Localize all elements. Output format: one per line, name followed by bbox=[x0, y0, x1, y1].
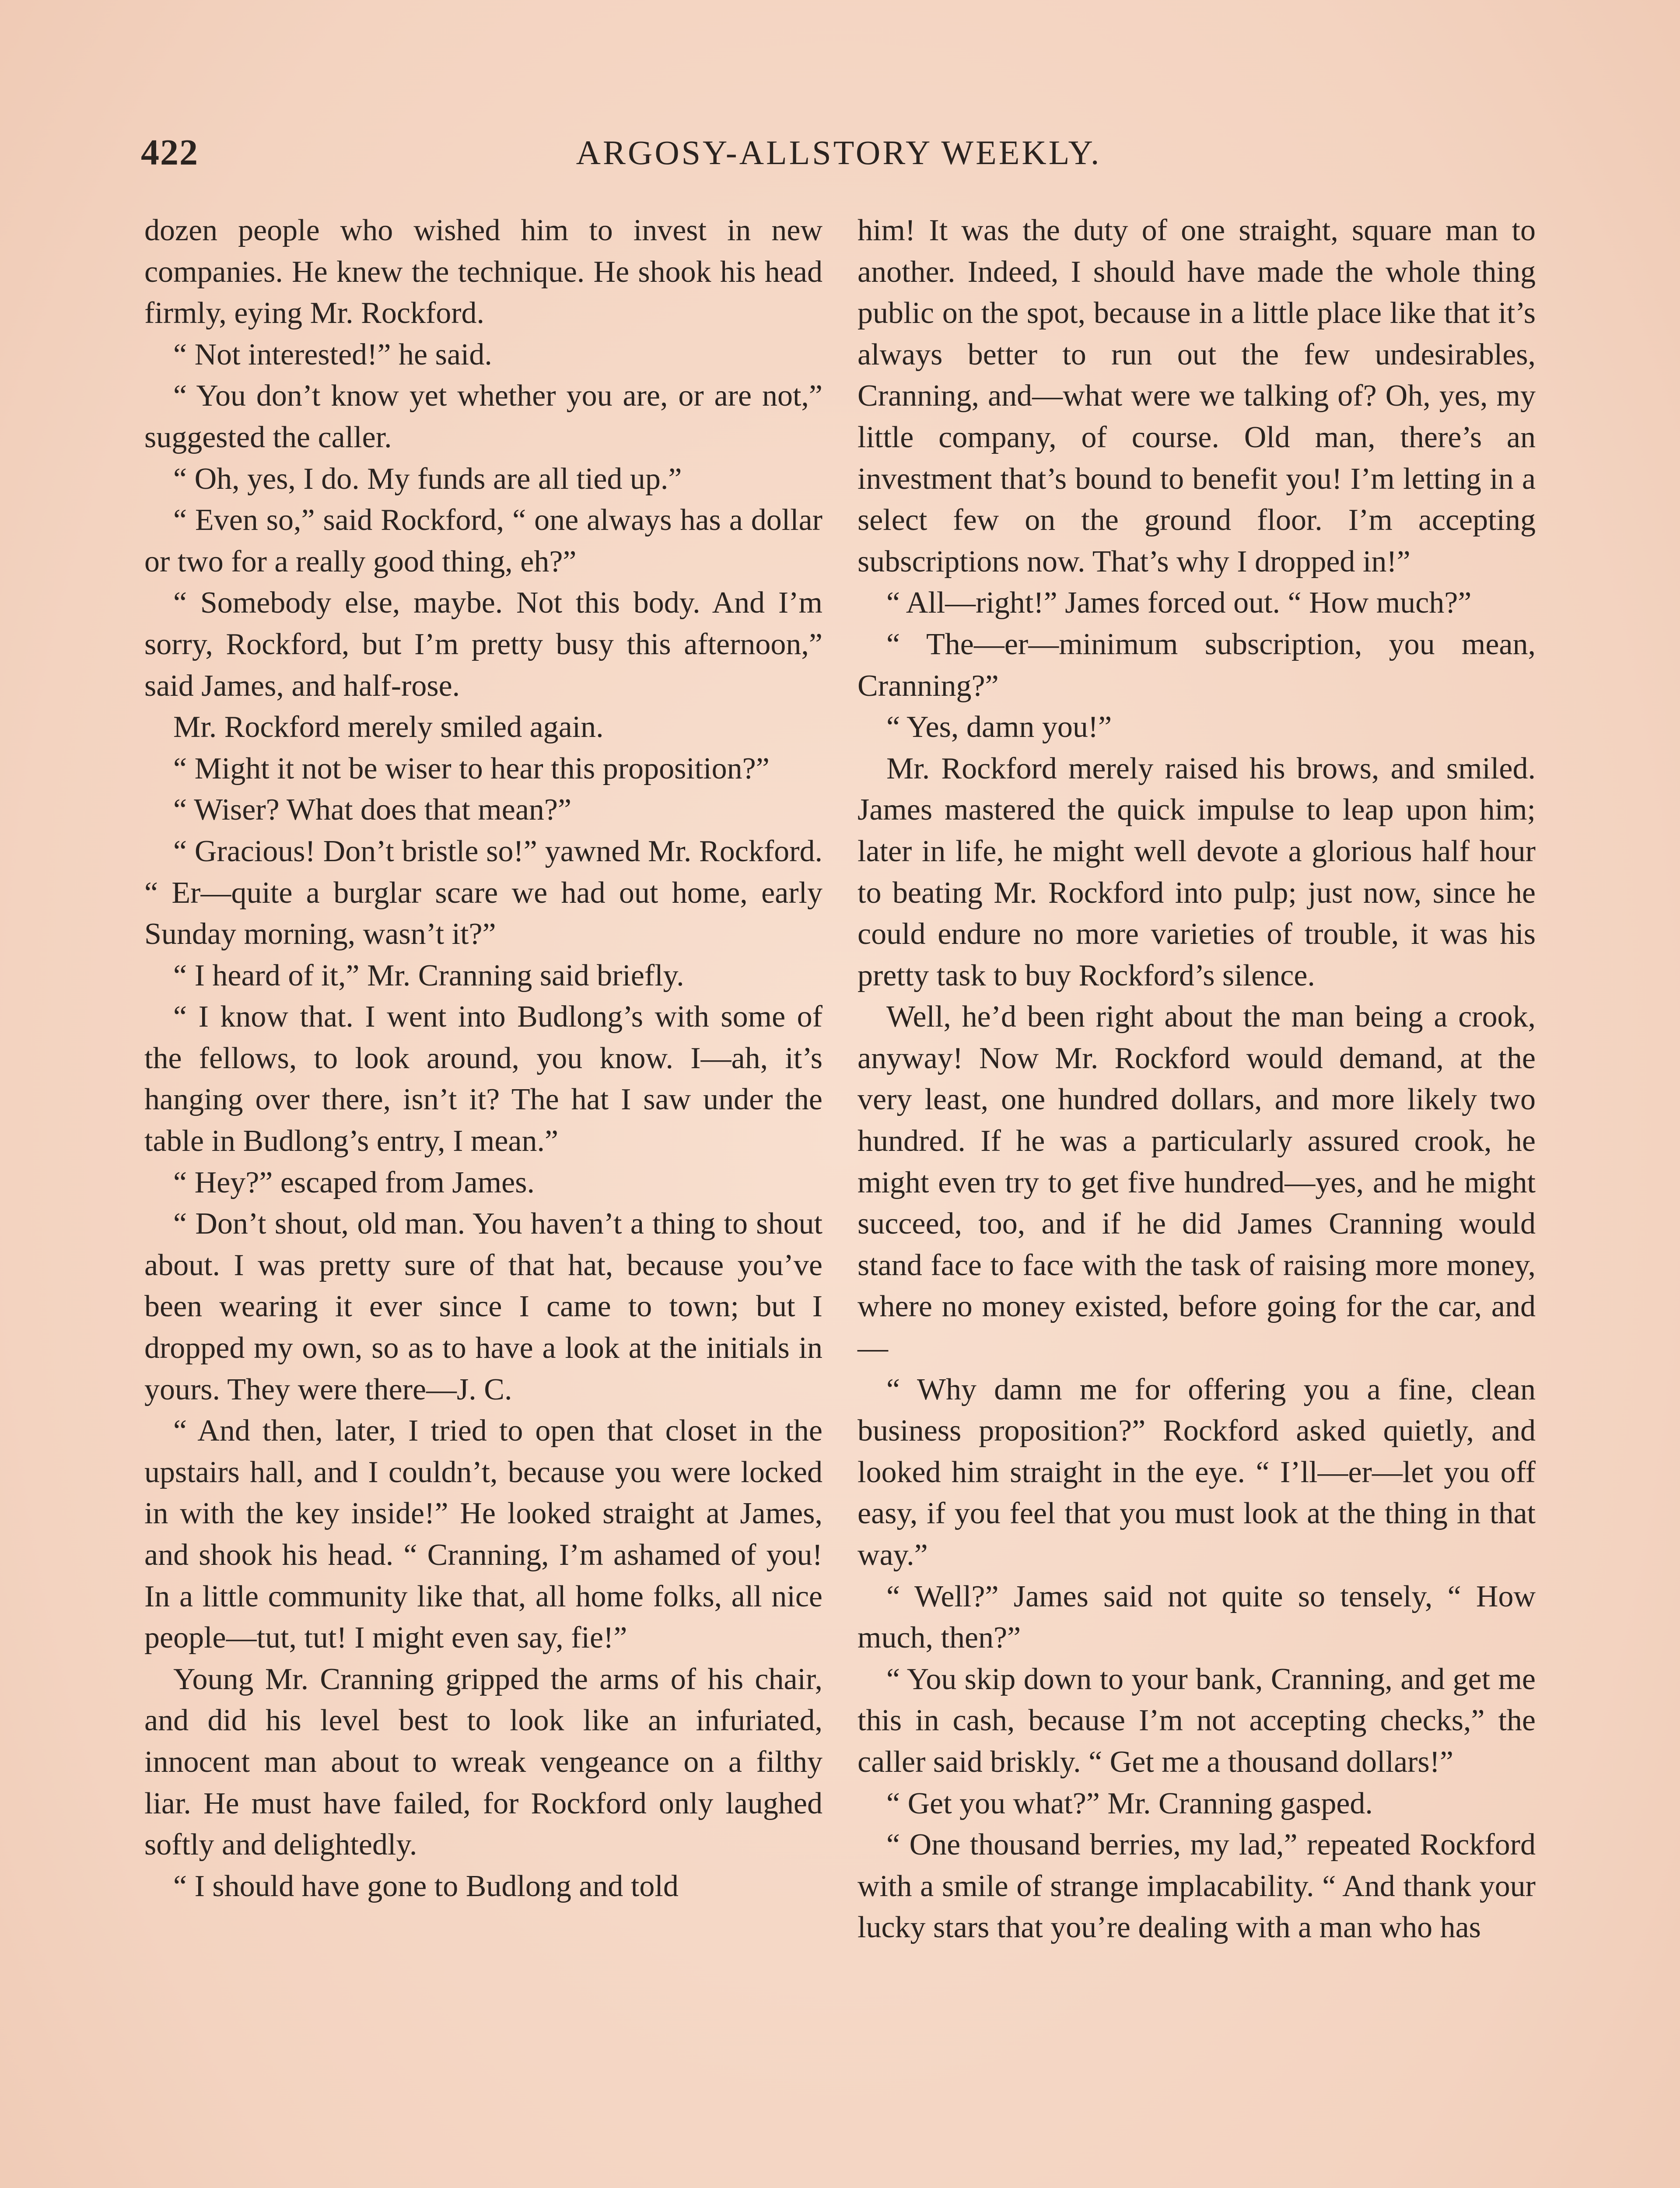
paragraph: “ Wiser? What does that mean?” bbox=[173, 793, 572, 827]
right-column bbox=[858, 210, 1536, 1949]
paragraph: “ You skip down to your bank, Cranning, and get me this in cash, because I’m not accepting checks,” the caller said briskly. “ Get me a thousand dollars!” bbox=[858, 1662, 1536, 1779]
paragraph: “ Don’t shout, old man. You haven’t a thing to shout about. I was pretty sure of that hat, because you’ve been wearing it ever since I came to town; but I dropped my own, so as to have a look at the initials in yours. They were there—J. C. bbox=[144, 1207, 822, 1406]
paragraph: “ Why damn me for offering you a fine, clean business proposition?” Rockford asked quietly, and looked him straight in the eye. “ I’ll—er—let you off easy, if you feel that you must look at the thing in that way.” bbox=[858, 1372, 1536, 1572]
paragraph: “ You don’t know yet whether you are, or are not,” suggested the caller. bbox=[144, 379, 822, 454]
paragraph: “ Even so,” said Rockford, “ one always has a dollar or two for a really good thing, eh?” bbox=[144, 503, 822, 579]
paragraph: “ Not interested!” he said. bbox=[173, 337, 492, 372]
paragraph: “ One thousand berries, my lad,” repeated Rockford with a smile of strange implacability. “ And thank your lucky stars that you’re dealing with a man who has bbox=[858, 1828, 1536, 1945]
page-number: 422 bbox=[141, 132, 199, 173]
paragraph: “ I know that. I went into Budlong’s with some of the fellows, to look around, you know. I—ah, it’s hanging over there, isn’t it? The hat I saw under the table in Budlong’s entry, I mean.” bbox=[144, 1000, 822, 1158]
paragraph: “ The—er—minimum subscription, you mean, Cranning?” bbox=[858, 627, 1536, 703]
paragraph: “ Gracious! Don’t bristle so!” yawned Mr. Rockford. “ Er—quite a burglar scare we had out home, early Sunday morning, wasn’t it?” bbox=[144, 834, 822, 951]
paragraph: “ Might it not be wiser to hear this proposition?” bbox=[173, 751, 770, 785]
paragraph: “ Oh, yes, I do. My funds are all tied up.” bbox=[173, 462, 682, 496]
paragraph: “ I should have gone to Budlong and told bbox=[173, 1869, 679, 1903]
paragraph: Mr. Rockford merely smiled again. bbox=[173, 710, 604, 744]
page-header bbox=[141, 131, 1536, 179]
paragraph: “ Yes, damn you!” bbox=[886, 710, 1112, 744]
paragraph: “ All—right!” James forced out. “ How much?” bbox=[886, 586, 1472, 620]
paragraph: “ I heard of it,” Mr. Cranning said briefly. bbox=[173, 958, 684, 992]
paragraph: “ Well?” James said not quite so tensely, “ How much, then?” bbox=[858, 1579, 1536, 1655]
paragraph: him! It was the duty of one straight, square man to another. Indeed, I should have made the whole thing public on the spot, because in a little place like that it’s always better to run out the few undesirables, Cranning, and—what were we talking of? Oh, yes, my little company, of course. Old man, there’s an investment that’s bound to benefit you! I’m letting in a select few on the ground floor. I’m accepting subscriptions now. That’s why I dropped in!” bbox=[858, 214, 1536, 579]
paragraph: dozen people who wished him to invest in new companies. He knew the technique. He shook his head firmly, eying Mr. Rockford. bbox=[144, 214, 822, 330]
paragraph: “ Somebody else, maybe. Not this body. And I’m sorry, Rockford, but I’m pretty busy this afternoon,” said James, and half-rose. bbox=[144, 586, 822, 703]
paragraph: “ Get you what?” Mr. Cranning gasped. bbox=[886, 1786, 1373, 1820]
paragraph: Well, he’d been right about the man being a crook, anyway! Now Mr. Rockford would demand, at the very least, one hundred dollars, and more likely two hundred. If he was a particularly assured crook, he might even try to get five hundred—yes, and he might succeed, too, and if he did James Cranning would stand face to face with the task of raising more money, where no money existed, before going for the car, and— bbox=[858, 1000, 1536, 1365]
paragraph: Young Mr. Cranning gripped the arms of his chair, and did his level best to look like an infuriated, innocent man about to wreak vengeance on a filthy liar. He must have failed, for Rockford only laughed softly and delightedly. bbox=[144, 1662, 822, 1862]
running-head: ARGOSY-ALLSTORY WEEKLY. bbox=[576, 133, 1102, 172]
paragraph: “ Hey?” escaped from James. bbox=[173, 1165, 535, 1199]
paragraph: “ And then, later, I tried to open that closet in the upstairs hall, and I couldn’t, because you were locked in with the key inside!” He looked straight at James, and shook his head. “ Cranning, I’m ashamed of you! In a little community like that, all home folks, all nice people—tut, tut! I might even say, fie!” bbox=[144, 1414, 822, 1655]
paragraph: Mr. Rockford merely raised his brows, and smiled. James mastered the quick impulse to leap upon him; later in life, he might well devote a glorious half hour to beating Mr. Rockford into pulp; just now, since he could endure no more varieties of trouble, it was his pretty task to buy Rockford’s silence. bbox=[858, 751, 1536, 992]
left-column bbox=[144, 210, 822, 1907]
